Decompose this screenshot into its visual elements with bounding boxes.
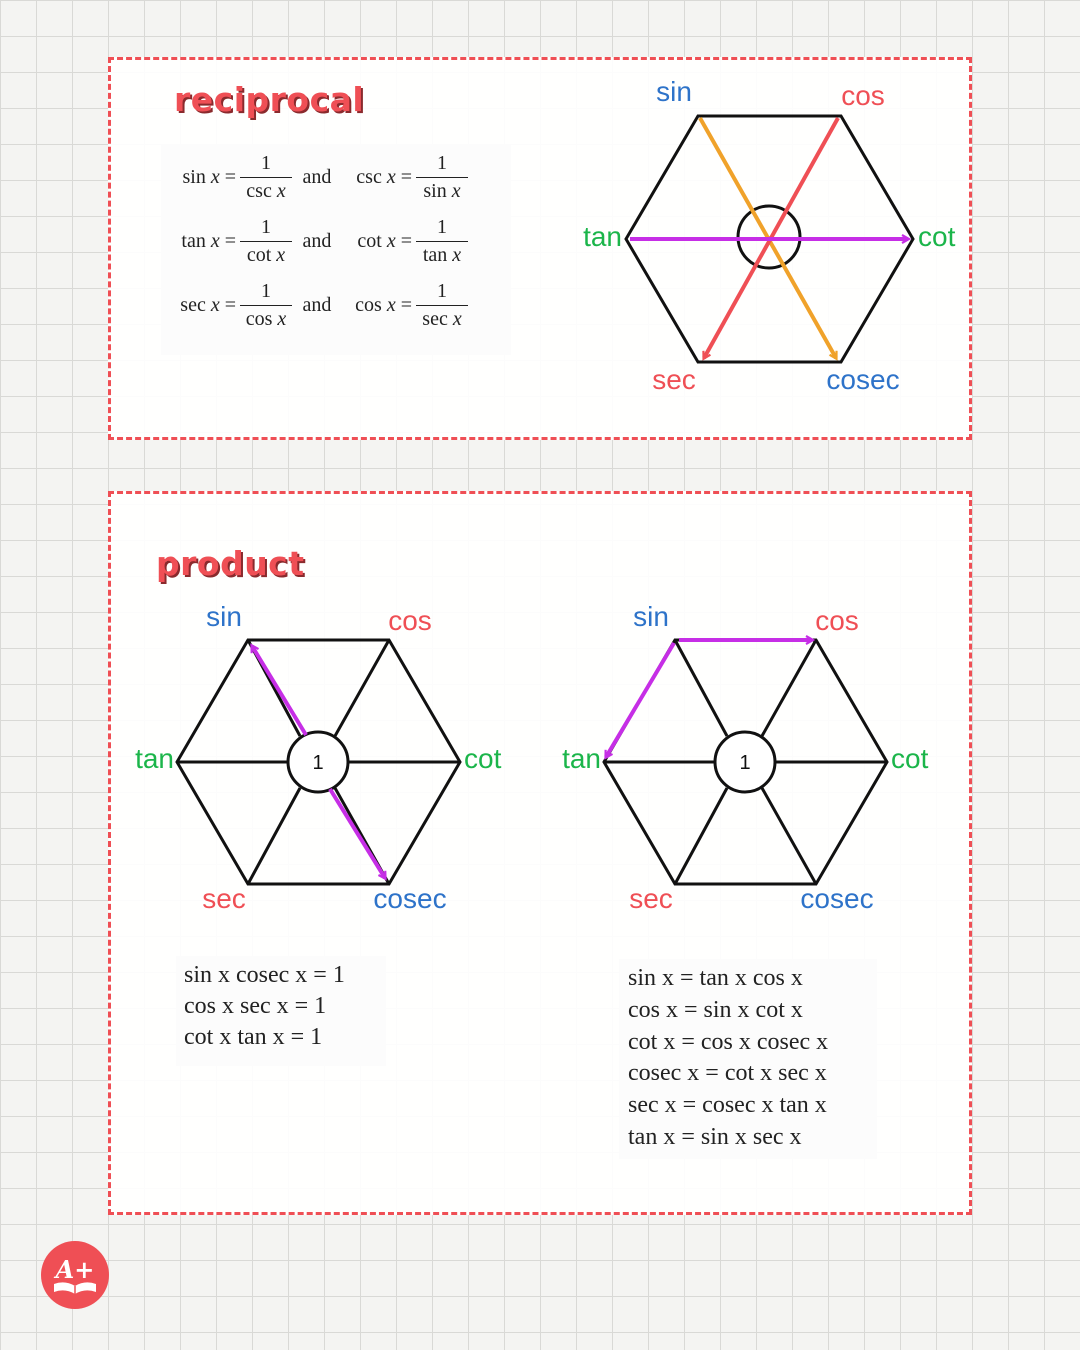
label-cot: cot xyxy=(918,221,956,252)
fraction: $\frac{1}{\text{cos x}}$ xyxy=(240,281,292,330)
formula-lhs: tan x = xyxy=(181,229,236,252)
cosec-arrow xyxy=(330,789,385,878)
logo-text: A+ xyxy=(55,1255,95,1284)
formula-lhs: cos x = xyxy=(355,293,412,316)
product-hexagon-left xyxy=(135,601,502,914)
reciprocal-title: reciprocal xyxy=(174,80,365,119)
spoke xyxy=(675,640,727,736)
label-cos: cos xyxy=(815,605,859,636)
spoke xyxy=(675,788,727,884)
spoke xyxy=(762,640,816,736)
label-cos: cos xyxy=(841,80,885,111)
label-sec: sec xyxy=(202,883,246,914)
formula-line: cos x sec x = 1 xyxy=(184,993,327,1019)
spoke xyxy=(248,788,300,884)
label-sec: sec xyxy=(652,364,696,395)
label-cot: cot xyxy=(891,743,929,774)
label-tan: tan xyxy=(583,221,622,252)
formula-line: cos x = sin x cot x xyxy=(628,996,803,1023)
label-tan: tan xyxy=(562,743,601,774)
formula-line: cot x tan x = 1 xyxy=(184,1024,323,1050)
formula-line: sin x cosec x = 1 xyxy=(184,962,345,988)
spoke xyxy=(762,788,816,884)
label-cosec: cosec xyxy=(800,883,874,914)
student-book-logo-icon xyxy=(40,1240,110,1310)
label-sin: sin xyxy=(206,601,242,632)
fraction: $\frac{1}{\text{csc x}}$ xyxy=(240,153,292,202)
formula-line: sec x = cosec x tan x xyxy=(628,1092,827,1119)
sin-arrow xyxy=(252,646,306,735)
spoke xyxy=(335,640,389,736)
label-sin: sin xyxy=(633,601,669,632)
fraction: $\frac{1}{\text{tan x}}$ xyxy=(416,217,468,266)
center-label: 1 xyxy=(312,752,324,774)
fraction: $\frac{1}{\text{sin x}}$ xyxy=(416,153,468,202)
conjunction: and xyxy=(302,165,332,188)
formula-line: cot x = cos x cosec x xyxy=(628,1028,829,1055)
label-sec: sec xyxy=(629,883,673,914)
formula-lhs: sec x = xyxy=(180,293,236,316)
label-cosec: cosec xyxy=(373,883,447,914)
label-cos: cos xyxy=(388,605,432,636)
sin-tan-arrow xyxy=(606,643,674,757)
formula-line: cosec x = cot x sec x xyxy=(628,1060,827,1087)
formula-lhs: csc x = xyxy=(356,165,412,188)
formula-line: tan x = sin x sec x xyxy=(628,1123,802,1150)
formula-lhs: sin x = xyxy=(182,165,236,188)
label-tan: tan xyxy=(135,743,174,774)
conjunction: and xyxy=(302,229,332,252)
product-hexagon-right xyxy=(562,601,929,914)
formula-line: sin x = tan x cos x xyxy=(628,965,803,991)
label-cot: cot xyxy=(464,743,502,774)
product-title: product xyxy=(156,544,305,583)
conjunction: and xyxy=(302,293,332,316)
label-cosec: cosec xyxy=(826,364,900,395)
fraction: $\frac{1}{\text{sec x}}$ xyxy=(416,281,468,330)
formula-lhs: cot x = xyxy=(357,229,412,252)
fraction: $\frac{1}{\text{cot x}}$ xyxy=(240,217,292,266)
label-sin: sin xyxy=(656,76,692,107)
center-label: 1 xyxy=(739,752,751,774)
